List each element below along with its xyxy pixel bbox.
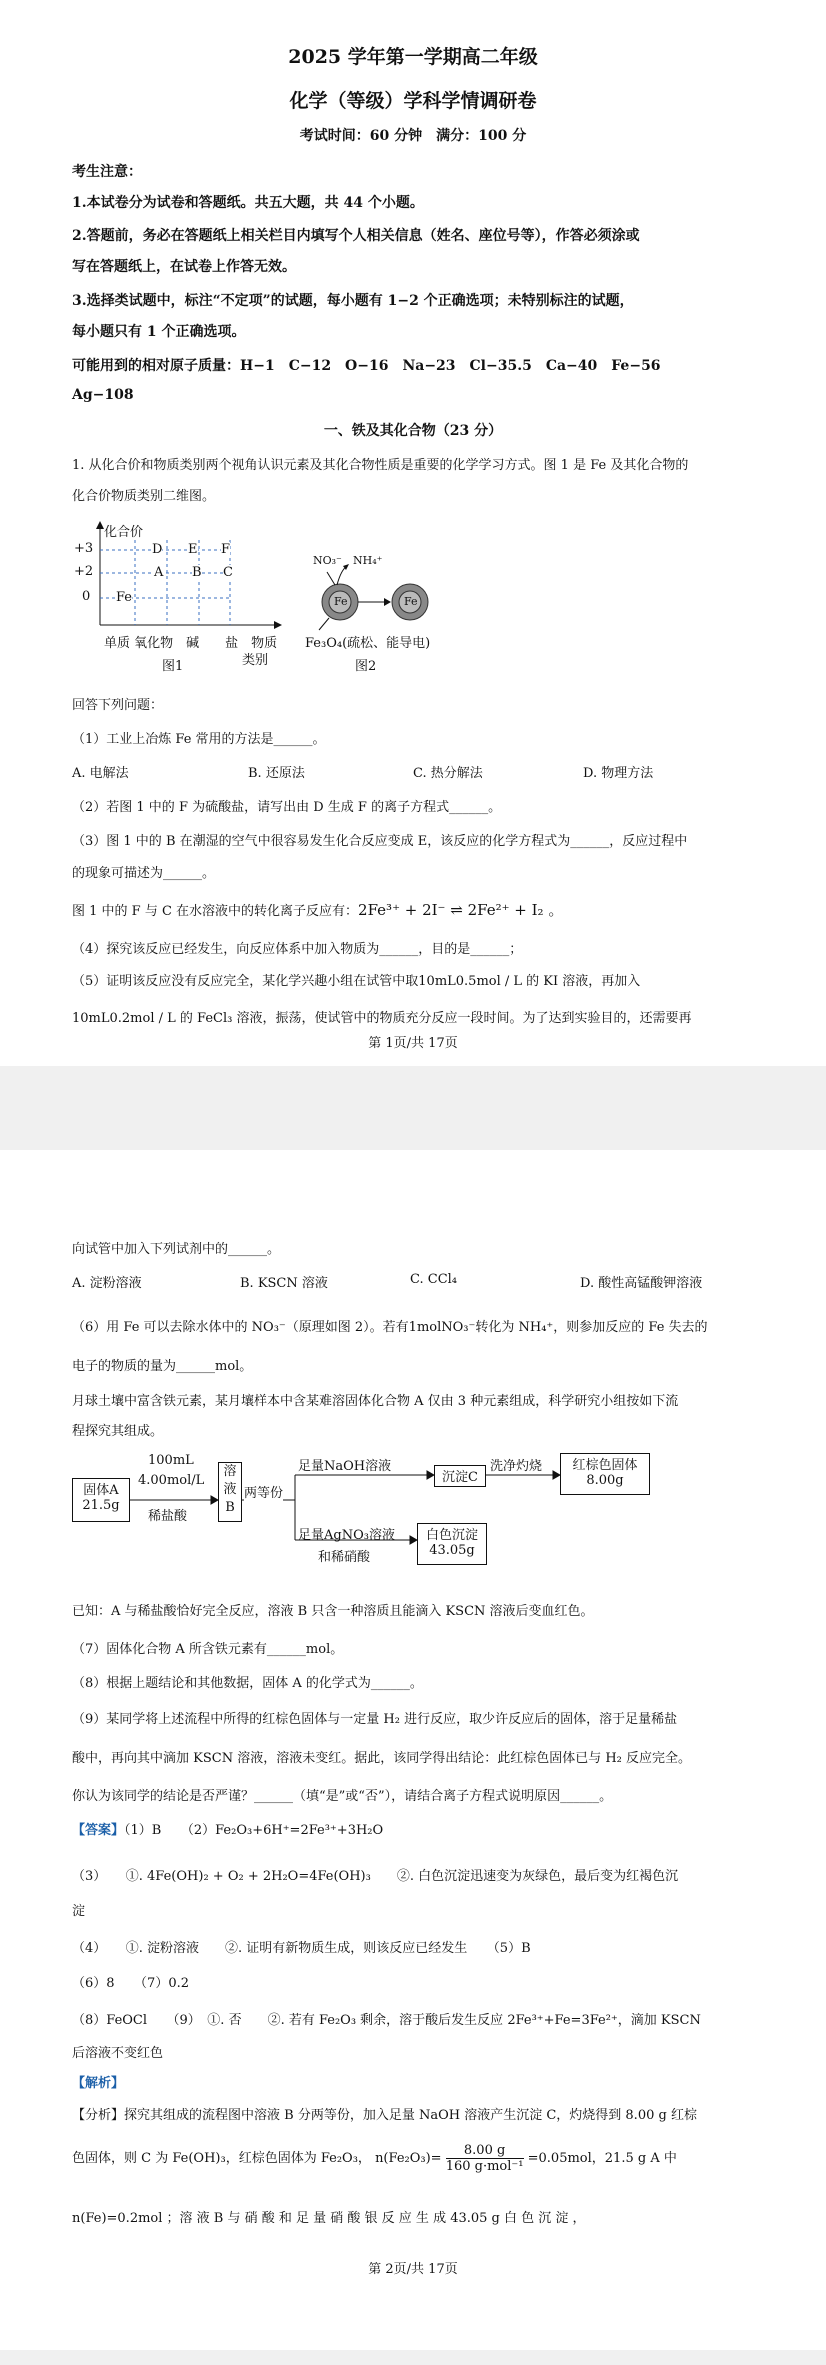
answer-1-2: （1）B （2）Fe₂O₃+6H⁺=2Fe³⁺+3H₂O	[124, 1823, 384, 1838]
white-precipitate-mass: 43.05g	[429, 1543, 475, 1558]
agno3-label: 足量AgNO₃溶液	[298, 1528, 395, 1543]
fig1-ytick-2: +2	[74, 564, 94, 579]
answer-6-7: （6）8 （7）0.2	[72, 1976, 189, 1991]
answer-intro: 回答下列问题：	[72, 698, 164, 713]
section-1-heading: 一、铁及其化合物（23 分）	[323, 423, 503, 439]
answer-8-9: （8）FeOCl （9） ①. 否 ②. 若有 Fe₂O₃ 剩余，溶于酸后发生反应 2Fe³⁺+Fe=3Fe²⁺，滴加 KSCN	[72, 2013, 701, 2028]
fig2-fe-ball-2: Fe	[404, 595, 418, 608]
q1-1-option-d: D. 物理方法	[583, 766, 654, 781]
q1-1-option-c: C. 热分解法	[413, 766, 483, 781]
fraction	[446, 2143, 524, 2174]
fig1-point-d: D	[152, 542, 163, 557]
equilibrium-equation: 2Fe³⁺ + 2I⁻ ⇌ 2Fe²⁺ + I₂ 。	[358, 901, 564, 919]
reagent-concentration: 4.00mol/L	[138, 1473, 205, 1488]
red-solid-label: 红棕色固体	[572, 1458, 638, 1473]
analysis-text-c: =0.05mol，21.5 g A 中	[527, 2151, 677, 2166]
reagent-acid: 稀盐酸	[148, 1509, 188, 1524]
fig1-point-a: A	[154, 565, 164, 580]
q1-9-c: 你认为该同学的结论是否严谨？______（填“是”或“否”），请结合离子方程式说明原因______。	[72, 1789, 613, 1804]
fig1-point-e: E	[188, 542, 198, 557]
q1-intro: 1. 从化合价和物质类别两个视角认识元素及其化合物性质是重要的化学学习方式。图 1 是 Fe 及其化合物的	[72, 458, 689, 473]
q1-5-option-c: C. CCl₄	[410, 1272, 458, 1287]
notice-heading: 考生注意：	[72, 164, 142, 180]
answer-3: （3） ①. 4Fe(OH)₂ + O₂ + 2H₂O=4Fe(OH)₃ ②. 白色沉淀迅速变为灰绿色，最后变为红褐色沉	[72, 1869, 679, 1884]
fig1-ytick-3: +3	[74, 541, 94, 556]
fraction-numerator: 8.00 g	[446, 2143, 524, 2159]
exam-info: 考试时间：60 分钟 满分：100 分	[299, 128, 527, 144]
answer-3-b: 淀	[72, 1904, 86, 1919]
q1-4: （4）探究该反应已经发生，向反应体系中加入物质为______，目的是______；	[72, 942, 523, 957]
split-label: 两等份	[244, 1482, 283, 1501]
equilibrium-intro	[72, 899, 563, 920]
q1-2: （2）若图 1 中的 F 为硫酸盐，请写出由 D 生成 F 的离子方程式______。	[72, 800, 502, 815]
analysis-text-b: n(Fe₂O₃)=	[375, 2151, 442, 2166]
q1-5-option-b: B. KSCN 溶液	[240, 1276, 328, 1291]
solid-a-box	[72, 1478, 130, 1522]
answer-4-5: （4） ①. 淀粉溶液 ②. 证明有新物质生成，则该反应已经发生 （5）B	[72, 1941, 531, 1956]
fig1-ytick-0: 0	[82, 589, 91, 604]
fe-nitrate-diagram	[305, 552, 455, 672]
q1-9-b: 酸中，再向其中滴加 KSCN 溶液，溶液未变红。据此，该同学得出结论：此红棕色固体已与 H₂ 反应完全。	[72, 1751, 692, 1766]
red-solid-mass: 8.00g	[586, 1473, 624, 1488]
naoh-label: 足量NaOH溶液	[298, 1459, 392, 1474]
hno3-label: 和稀硝酸	[318, 1550, 371, 1565]
fig1-xlabel: 单质 氧化物 碱 盐 物质	[104, 636, 278, 651]
answer-8-9-b: 后溶液不变红色	[72, 2046, 164, 2061]
analysis-text-a: 色固体，则 C 为 Fe(OH)₃，红棕色固体为 Fe₂O₃，	[72, 2151, 371, 2166]
exam-title-line1: 2025 学年第一学期高二年级	[288, 46, 538, 68]
notice-3a: 3.选择类试题中，标注“不定项”的试题，每小题有 1−2 个正确选项；未特别标注的试题，	[72, 293, 634, 309]
answer-line-1	[72, 1819, 383, 1838]
equilibrium-text: 图 1 中的 F 与 C 在水溶液中的转化离子反应有：	[72, 904, 359, 919]
fig1-point-c: C	[223, 565, 233, 580]
atomic-masses: 可能用到的相对原子质量：H−1 C−12 O−16 Na−23 Cl−35.5 Ca−40 Fe−56	[72, 358, 661, 374]
notice-1: 1.本试卷分为试卷和答题纸。共五大题，共 44 个小题。	[72, 195, 424, 211]
q1-8: （8）根据上题结论和其他数据，固体 A 的化学式为______。	[72, 1676, 423, 1691]
fig2-ammonium-label: NH₄⁺	[353, 554, 383, 567]
solid-a-label: 固体A	[83, 1483, 119, 1498]
q1-3: （3）图 1 中的 B 在潮湿的空气中很容易发生化合反应变成 E，该反应的化学方程式为______，反应过程中	[72, 834, 688, 849]
fraction-denominator: 160 g·mol⁻¹	[445, 2159, 524, 2174]
q1-5-continued: 向试管中加入下列试剂中的______。	[72, 1242, 281, 1257]
q1-7: （7）固体化合物 A 所含铁元素有______mol。	[72, 1642, 344, 1657]
fig2-caption: 图2	[355, 659, 377, 674]
moon-intro-2: 程探究其组成。	[72, 1424, 164, 1439]
fig2-bottom-label: Fe₃O₄(疏松、能导电)	[305, 636, 431, 651]
q1-5-b: 10mL0.2mol / L 的 FeCl₃ 溶液，振荡，使试管中的物质充分反应一段时间。为了达到实验目的，还需要再	[72, 1011, 692, 1026]
page-1-footer: 第 1页/共 17页	[368, 1036, 458, 1051]
fig1-ylabel: 化合价	[104, 525, 144, 540]
q1-5-option-a: A. 淀粉溶液	[72, 1276, 142, 1291]
analysis-line-2	[72, 2143, 677, 2174]
fig1-xlabel-2: 类别	[242, 653, 269, 668]
notice-2a: 2.答题前，务必在答题纸上相关栏目内填写个人相关信息（姓名、座位号等），作答必须涂或	[72, 228, 640, 244]
notice-3b: 每小题只有 1 个正确选项。	[72, 324, 246, 340]
page-2-footer: 第 2页/共 17页	[368, 2262, 458, 2277]
exam-title-line2: 化学（等级）学科学情调研卷	[289, 90, 537, 112]
answer-tag: 【答案】	[72, 1823, 125, 1838]
fig2-nitrate-label: NO₃⁻	[313, 554, 342, 567]
q1-9: （9）某同学将上述流程中所得的红棕色固体与一定量 H₂ 进行反应，取少许反应后的固体，溶于足量稀盐	[72, 1712, 678, 1727]
reagent-volume: 100mL	[148, 1453, 194, 1468]
figure-2	[305, 552, 455, 672]
analysis-line-1: 【分析】探究其组成的流程图中溶液 B 分两等份，加入足量 NaOH 溶液产生沉淀 C，灼烧得到 8.00 g 红棕	[72, 2108, 697, 2123]
figure-1	[70, 515, 290, 675]
fig1-point-fe: Fe	[116, 590, 133, 605]
q1-1-option-b: B. 还原法	[248, 766, 305, 781]
solution-b-box	[218, 1462, 242, 1522]
q1-5: （5）证明该反应没有反应完全，某化学兴趣小组在试管中取10mL0.5mol / L 的 KI 溶液，再加入	[72, 974, 641, 989]
analysis-line-3: n(Fe)=0.2mol ；溶 液 B 与 硝 酸 和 足 量 硝 酸 银 反 应 生 成 43.05 g 白 色 沉 淀 ，	[72, 2211, 586, 2226]
known-condition: 已知：A 与稀盐酸恰好完全反应，溶液 B 只含一种溶质且能滴入 KSCN 溶液后变血红色。	[72, 1604, 594, 1619]
moon-intro: 月球土壤中富含铁元素，某月壤样本中含某难溶固体化合物 A 仅由 3 种元素组成，科学研究小组按如下流	[72, 1394, 679, 1409]
red-solid-box	[560, 1453, 650, 1495]
flow-chart	[72, 1445, 672, 1595]
fig1-caption: 图1	[162, 659, 184, 674]
q1-intro-2: 化合价物质类别二维图。	[72, 489, 216, 504]
solution-b-char-3: B	[225, 1500, 235, 1515]
q1-3-b: 的现象可描述为______。	[72, 866, 216, 881]
solution-b-char-2: 液	[223, 1482, 237, 1497]
q1-6: （6）用 Fe 可以去除水体中的 NO₃⁻（原理如图 2）。若有1molNO₃⁻转化为 NH₄⁺，则参加反应的 Fe 失去的	[72, 1320, 708, 1335]
precipitate-c-box: 沉淀C	[434, 1465, 486, 1487]
fig2-fe-ball-1: Fe	[334, 595, 348, 608]
q1-6-b: 电子的物质的量为______mol。	[72, 1359, 253, 1374]
fig1-point-b: B	[192, 565, 202, 580]
white-precipitate-label: 白色沉淀	[425, 1528, 478, 1543]
solid-a-mass: 21.5g	[82, 1498, 120, 1513]
q1-5-option-d: D. 酸性高锰酸钾溶液	[580, 1276, 703, 1291]
q1-1-option-a: A. 电解法	[72, 766, 129, 781]
analysis-tag: 【解析】	[72, 2076, 125, 2091]
wash-label: 洗净灼烧	[490, 1459, 543, 1474]
fig1-point-f: F	[221, 542, 231, 557]
q1-1: （1）工业上冶炼 Fe 常用的方法是______。	[72, 732, 326, 747]
notice-2b: 写在答题纸上，在试卷上作答无效。	[72, 259, 296, 275]
solution-b-char-1: 溶	[223, 1464, 237, 1479]
page-2	[0, 1150, 826, 2350]
white-precipitate-box	[417, 1523, 487, 1565]
page-1	[0, 0, 826, 1066]
atomic-masses-2: Ag−108	[72, 387, 134, 403]
